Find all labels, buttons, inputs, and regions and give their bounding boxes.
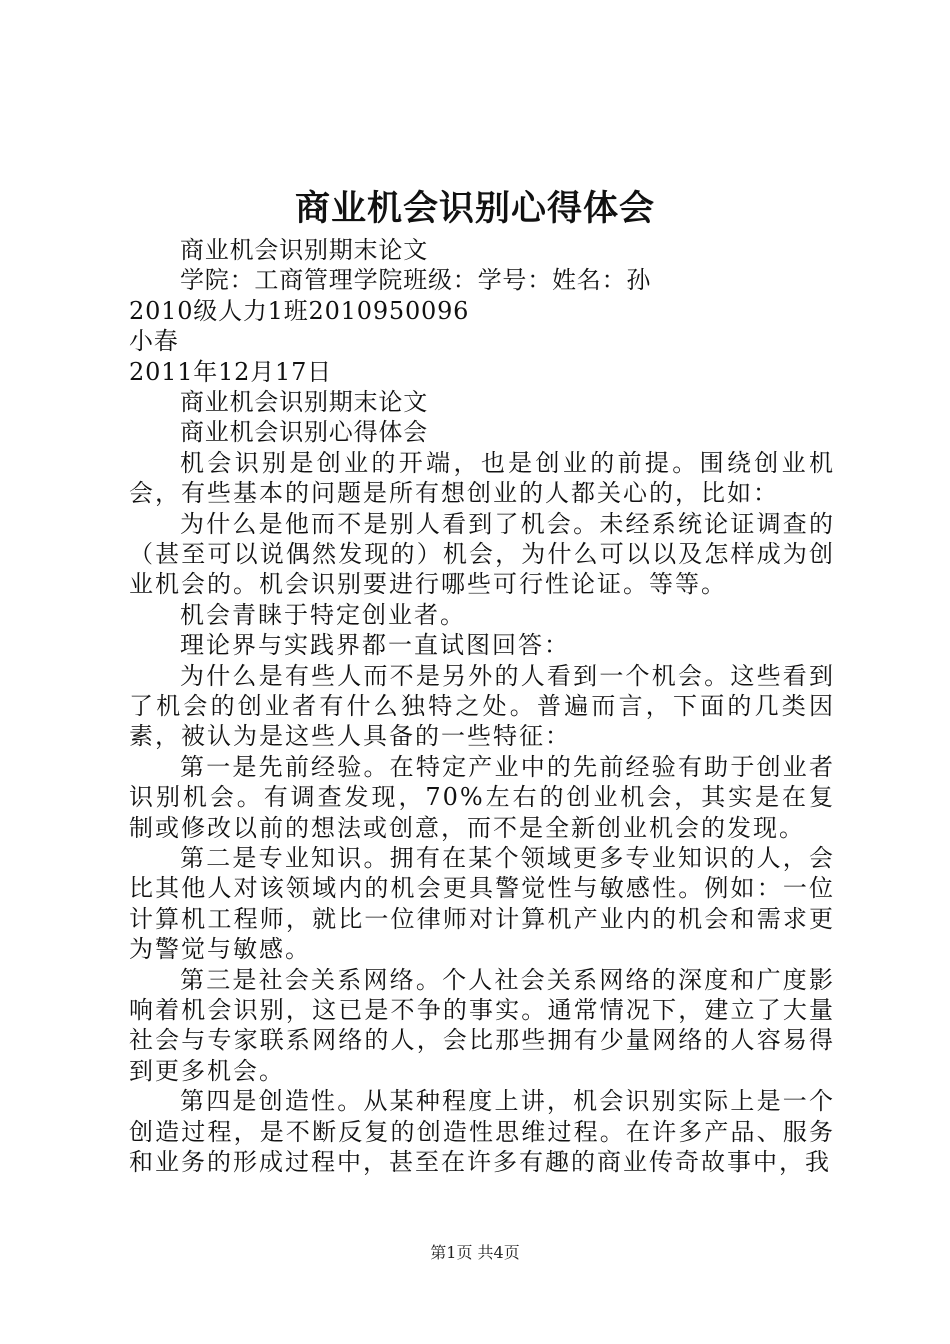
paragraph-creativity: 第四是创造性。从某种程度上讲，机会识别实际上是一个创造过程，是不断反复的创造性思维过程。在许多产品、服务和业务的形成过程中，甚至在许多有趣的商业传奇故事中，我 xyxy=(129,1087,835,1177)
paragraph-experience: 第一是先前经验。在特定产业中的先前经验有助于创业者识别机会。有调查发现，70%左右的创业机会，其实是在复制或修改以前的想法或创意，而不是全新创业机会的发现。 xyxy=(129,752,835,842)
paragraph-network: 第三是社会关系网络。个人社会关系网络的深度和广度影响着机会识别，这已是不争的事实。通常情况下，建立了大量社会与专家联系网络的人，会比那些拥有少量网络的人容易得到更多机会。 xyxy=(129,965,835,1085)
header-line-thesis: 商业机会识别期末论文 xyxy=(180,236,428,264)
header-line-thesis-repeat: 商业机会识别期末论文 xyxy=(180,387,428,416)
page-indicator: 第1页 共4页 xyxy=(430,1243,520,1262)
paragraph-answer: 理论界与实践界都一直试图回答： xyxy=(180,631,570,660)
paragraph-questions: 为什么是他而不是别人看到了机会。未经系统论证调查的（甚至可以说偶然发现的）机会，为什么可以以及怎样成为创业机会的。机会识别要进行哪些可行性论证。等等。 xyxy=(129,509,835,599)
header-line-school: 学院：工商管理学院班级：学号：姓名：孙 xyxy=(180,266,652,295)
page-footer xyxy=(0,1242,950,1264)
header-line-date: 2011年12月17日 xyxy=(129,357,332,386)
paragraph-intro: 机会识别是创业的开端，也是创业的前提。围绕创业机会，有些基本的问题是所有想创业的人都关心的，比如： xyxy=(129,448,835,508)
page-title: 商业机会识别心得体会 xyxy=(294,188,655,229)
paragraph-favor: 机会青睐于特定创业者。 xyxy=(180,600,466,629)
document-body xyxy=(129,235,835,1177)
header-line-subtitle: 商业机会识别心得体会 xyxy=(180,418,428,447)
paragraph-why: 为什么是有些人而不是另外的人看到一个机会。这些看到了机会的创业者有什么独特之处。普遍而言，下面的几类因素，被认为是这些人具备的一些特征： xyxy=(129,661,835,751)
paragraph-knowledge: 第二是专业知识。拥有在某个领域更多专业知识的人，会比其他人对该领域内的机会更具警觉性与敏感性。例如：一位计算机工程师，就比一位律师对计算机产业内的机会和需求更为警觉与敏感。 xyxy=(129,844,835,964)
header-line-class-id: 2010级人力1班2010950096 xyxy=(129,296,470,325)
header-line-name: 小春 xyxy=(129,327,179,356)
